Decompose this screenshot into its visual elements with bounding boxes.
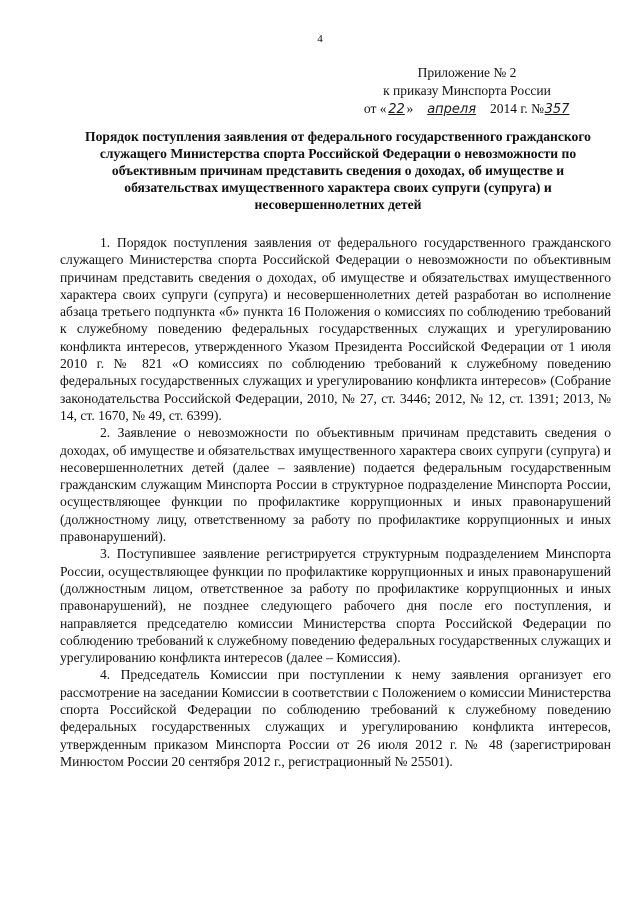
document-title: Порядок поступления заявления от федерального государственного гражданского служащего Министерства спорта Российской Федерации о невозможности по объективным причинам представить сведения о доходах, об имуществе и обязательствах имущественного характера своих супруги (супруга) и несовершеннолетних детей: [85, 129, 591, 212]
appendix-title: Приложение № 2: [417, 65, 517, 80]
document-body: [60, 234, 611, 770]
handwritten-day: 22: [388, 102, 405, 117]
appendix-date-line: [342, 100, 592, 119]
date-prefix: от «: [363, 101, 387, 116]
page-number: 4: [317, 33, 323, 45]
appendix-header: [342, 64, 592, 119]
date-mid: »: [406, 101, 417, 116]
paragraph-2: 2. Заявление о невозможности по объективным причинам представить сведения о доходах, об имуществе и обязательствах имущественного характера своих супруги (супруга) и несовершеннолетних детей (далее – заявление) подается федеральным государственным гражданским служащим Минспорта России в структурное подразделение Минспорта России, осуществляющее функции по профилактике коррупционных и иных правонарушений (должностному лицу, ответственному за работу по профилактике коррупционных и иных правонарушений).: [60, 425, 611, 545]
paragraph-1: 1. Порядок поступления заявления от федерального государственного гражданского служащего Министерства спорта Российской Федерации о невозможности по объективным причинам представить сведения о доходах, об имуществе и обязательствах имущественного характера своих супруги (супруга) и несовершеннолетних детей разработан во исполнение абзаца третьего подпункта «б» пункта 16 Положения о комиссиях по соблюдению требований к служебному поведению федеральных государственных служащих и урегулированию конфликта интересов, утвержденного Указом Президента Российской Федерации от 1 июля 2010 г. № 821 «О комиссиях по соблюдению требований к служебному поведению федеральных государственных служащих и урегулированию конфликта интересов» (Собрание законодательства Российской Федерации, 2010, № 27, ст. 3446; 2012, № 12, ст. 1391; 2013, № 14, ст. 1670, № 49, ст. 6399).: [60, 235, 611, 423]
date-year: 2014 г. №: [490, 101, 545, 116]
handwritten-order-number: 357: [544, 102, 570, 117]
paragraph-3: 3. Поступившее заявление регистрируется структурным подразделением Минспорта России, осуществляющее функции по профилактике коррупционных и иных правонарушений (должностным лицом, ответственное за работу по профилактике коррупционных и иных правонарушений), не позднее следующего рабочего дня после его поступления, и направляется председателю комиссии Министерства спорта Российской Федерации по соблюдению требований к служебному поведению федеральных государственных служащих и урегулированию конфликта интересов (далее – Комиссия).: [60, 546, 611, 666]
handwritten-month: апреля: [427, 102, 477, 117]
appendix-order-ref: к приказу Минспорта России: [383, 83, 551, 98]
paragraph-4: 4. Председатель Комиссии при поступлении к нему заявления организует его рассмотрение на заседании Комиссии в соответствии с Положением о комиссии Министерства спорта Российской Федерации по соблюдению требований к служебному поведению федеральных государственных служащих и урегулированию конфликта интересов, утвержденным приказом Минспорта России от 26 июля 2012 г. № 48 (зарегистрирован Минюстом России 20 сентября 2012 г., регистрационный № 25501).: [60, 667, 611, 769]
